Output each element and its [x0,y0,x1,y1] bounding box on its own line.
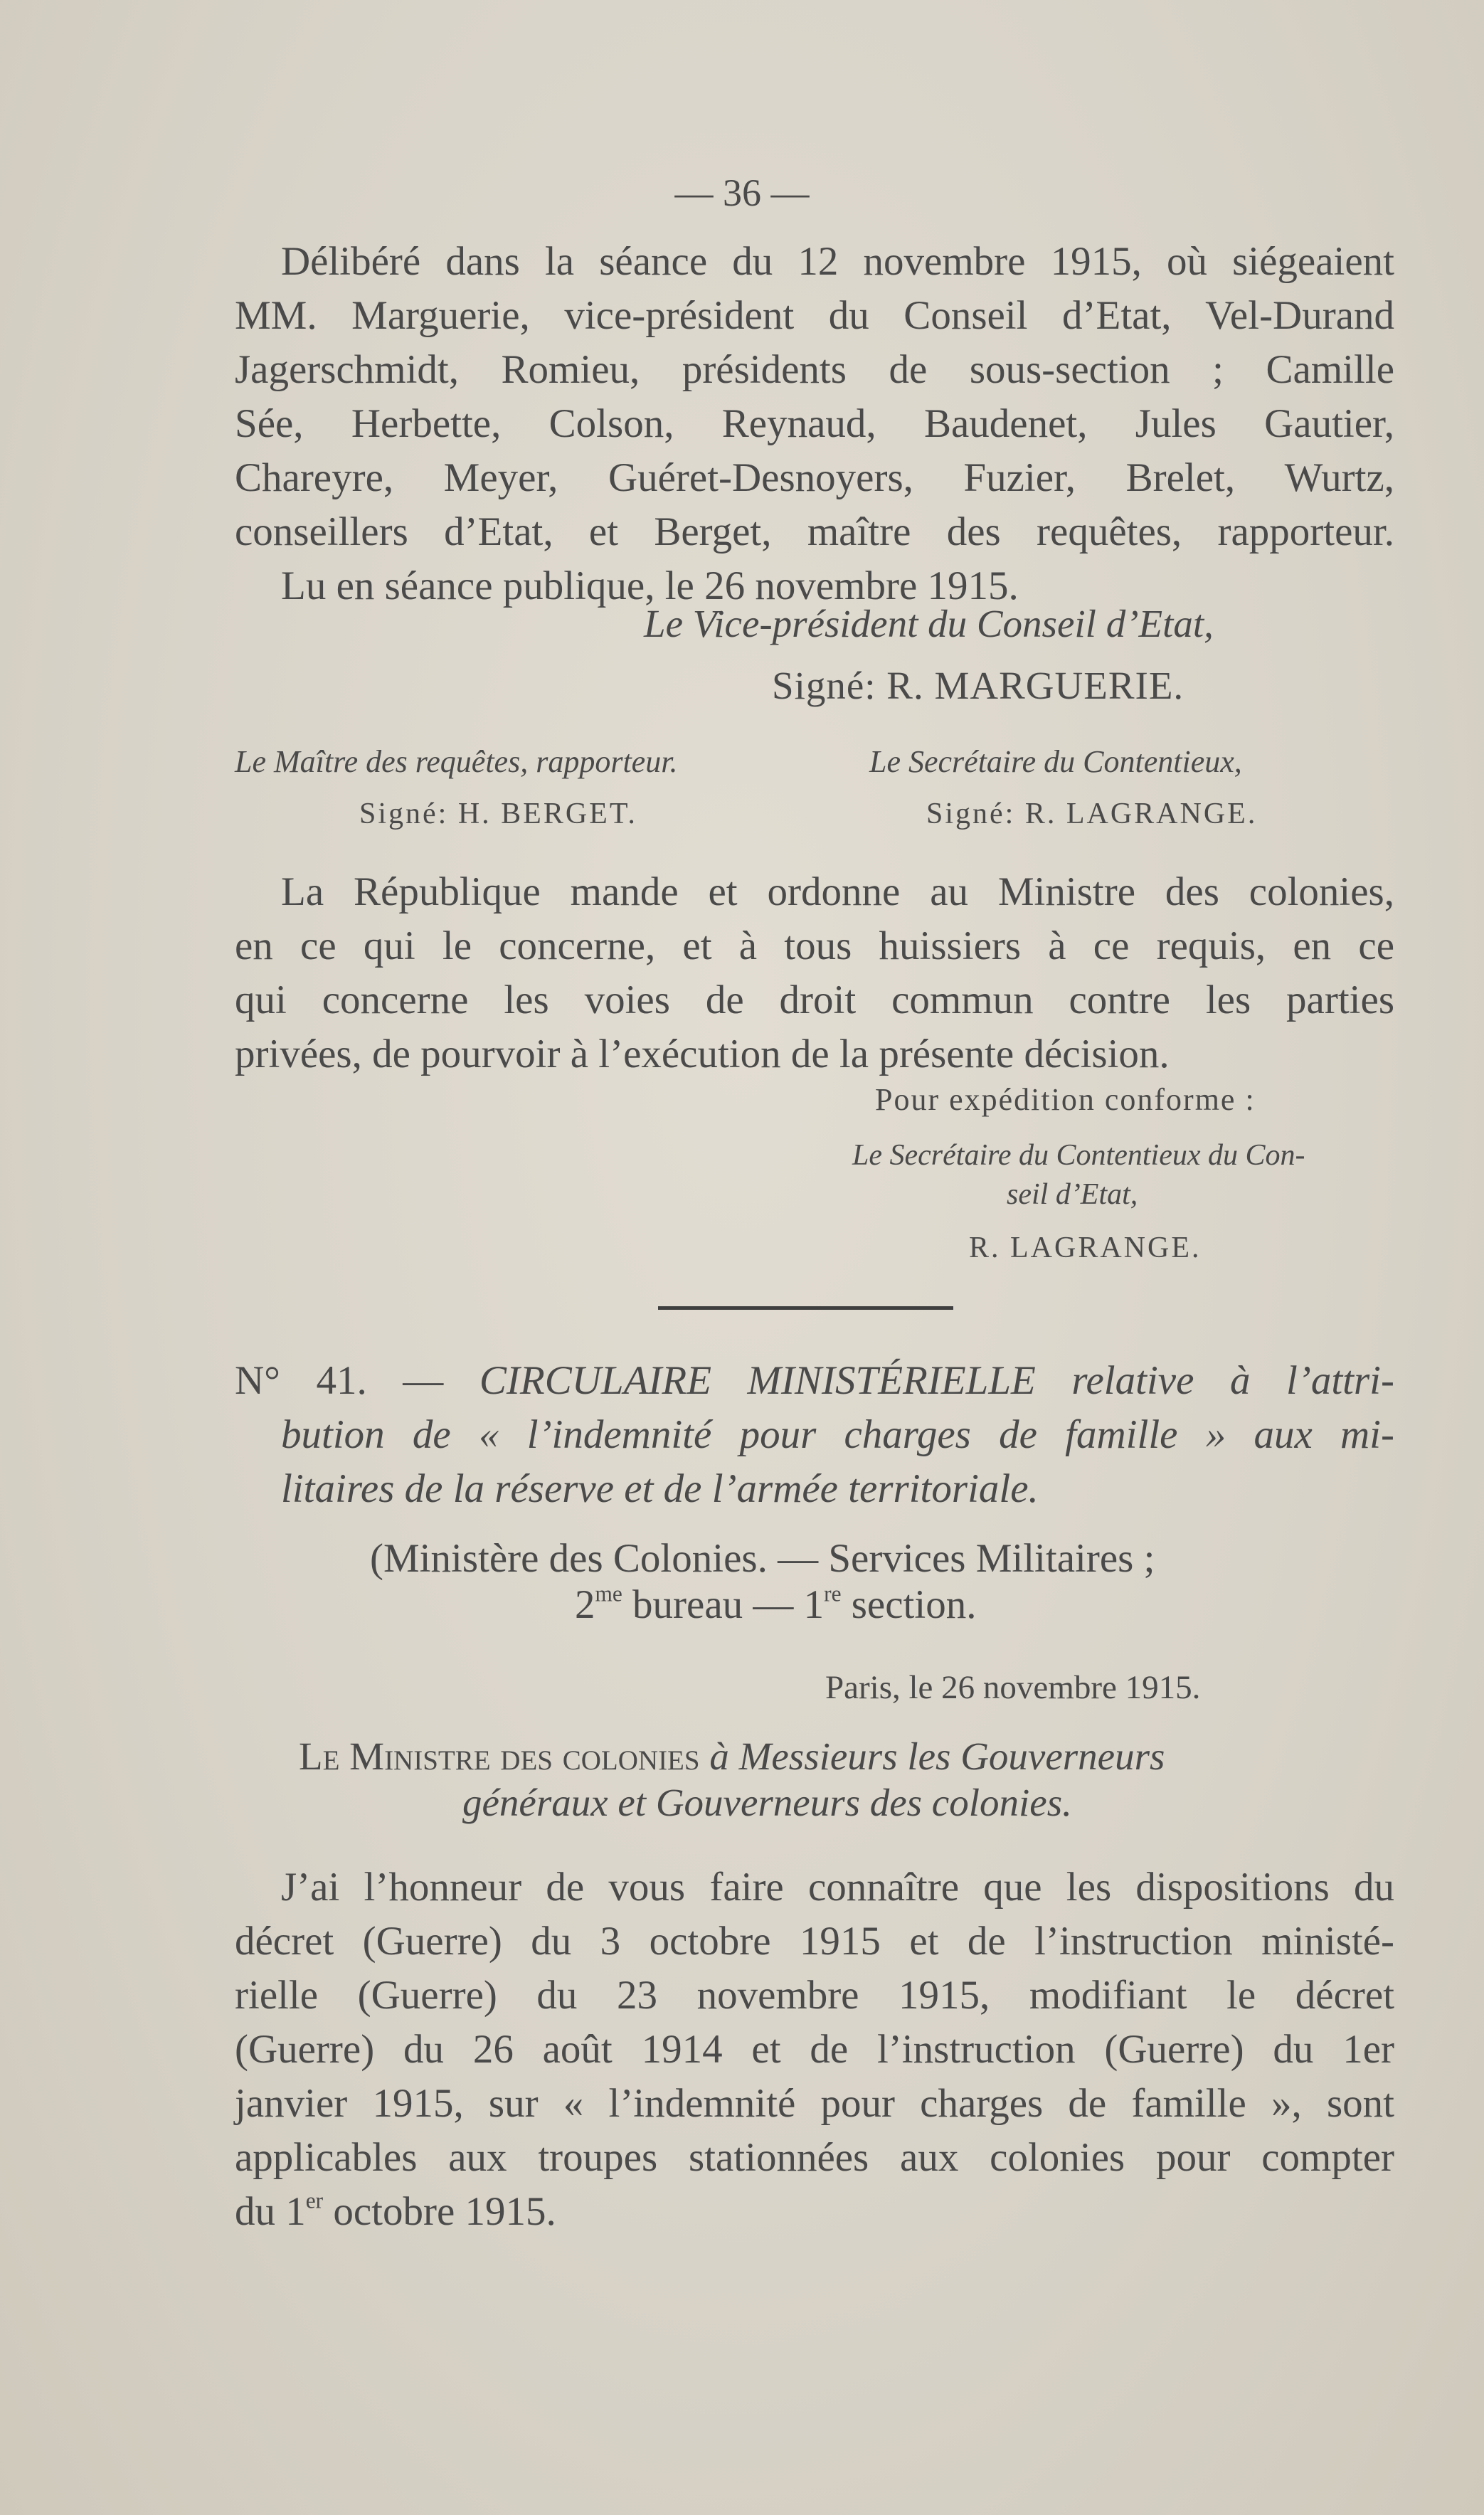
text-line: conseillers d’Etat, et Berget, maître des requêtes, rapporteur. [235,509,1394,554]
text-line: bution de « l’indemnité pour charges de famille » aux mi- [281,1412,1394,1457]
text-line: en ce qui le concerne, et à tous huissiers à ce requis, en ce [235,923,1394,968]
text-line: Jagerschmidt, Romieu, présidents de sous-section ; Camille [235,347,1394,392]
body-text: du 1 [235,2189,306,2234]
text-line: MM. Marguerie, vice-président du Conseil d’Etat, Vel-Durand [235,293,1394,338]
ministry-line: (Ministère des Colonies. — Services Militaires ; [370,1536,1155,1581]
expedition-label: Pour expédition conforme : [875,1082,1256,1117]
secretaire-signature: Signé: R. LAGRANGE. [926,798,1258,830]
text-line: qui concerne les voies de droit commun contre les parties [235,978,1394,1022]
decision-paragraph [235,235,1394,613]
ministry-text: me [595,1581,622,1606]
expedition-title: Le Secrétaire du Contentieux du Con- [852,1139,1305,1172]
rapporteur-title: Le Maître des requêtes, rapporteur. [235,744,678,779]
circular-heading [235,1354,1394,1516]
rapporteur-signature: Signé: H. BERGET. [359,798,637,830]
vice-president-signature: Signé: R. MARGUERIE. [772,664,1184,707]
text-line [235,2185,1394,2239]
address-caps: Le Ministre des colonies [299,1735,700,1778]
divider-rule [658,1306,953,1310]
ministry-text: bureau — 1 [622,1582,825,1627]
expedition-signature: R. LAGRANGE. [969,1232,1202,1264]
text-line: J’ai l’honneur de vous faire connaître que les dispositions du [281,1865,1394,1910]
circular-address [299,1734,1165,1779]
mandate-paragraph [235,865,1394,1081]
circular-date: Paris, le 26 novembre 1915. [825,1669,1201,1706]
body-text: octobre 1915. [323,2189,556,2234]
vice-president-title: Le Vice-président du Conseil d’Etat, [644,602,1214,645]
body-text: er [305,2188,324,2213]
text-line: La République mande et ordonne au Ministre des colonies, [281,869,1394,914]
text-line: privées, de pourvoir à l’exécution de la présente décision. [235,1032,1170,1076]
text-line [235,1354,1394,1408]
expedition-title: seil d’Etat, [1007,1178,1138,1211]
text-line: Sée, Herbette, Colson, Reynaud, Baudenet, Jules Gautier, [235,401,1394,446]
text-line: Délibéré dans la séance du 12 novembre 1915, où siégeaient [281,239,1394,284]
text-line: (Guerre) du 26 août 1914 et de l’instruction (Guerre) du 1er [235,2027,1394,2072]
text-line: litaires de la réserve et de l’armée territoriale. [281,1466,1039,1511]
text-line: rielle (Guerre) du 23 novembre 1915, modifiant le décret [235,1973,1394,2018]
ministry-text: section. [841,1582,977,1627]
circular-address: généraux et Gouverneurs des colonies. [462,1781,1072,1824]
text-line: décret (Guerre) du 3 octobre 1915 et de l’instruction ministé- [235,1919,1394,1964]
ministry-text: 2 [575,1582,595,1627]
circular-number: N° 41. — [235,1358,444,1403]
secretaire-title: Le Secrétaire du Contentieux, [869,744,1242,779]
circular-body [235,1860,1394,2239]
text-line: applicables aux troupes stationnées aux colonies pour compter [235,2135,1394,2180]
page-number: — 36 — [674,171,810,214]
ministry-text: re [824,1581,842,1606]
text-line: Chareyre, Meyer, Guéret-Desnoyers, Fuzier, Brelet, Wurtz, [235,455,1394,500]
ministry-line [575,1582,976,1628]
text-line: janvier 1915, sur « l’indemnité pour charges de famille », sont [235,2081,1394,2126]
circular-title: CIRCULAIRE MINISTÉRIELLE relative à l’attri- [479,1358,1394,1403]
text-line: Lu en séance publique, le 26 novembre 1915. [281,563,1019,608]
address-italic: à Messieurs les Gouverneurs [699,1735,1165,1778]
